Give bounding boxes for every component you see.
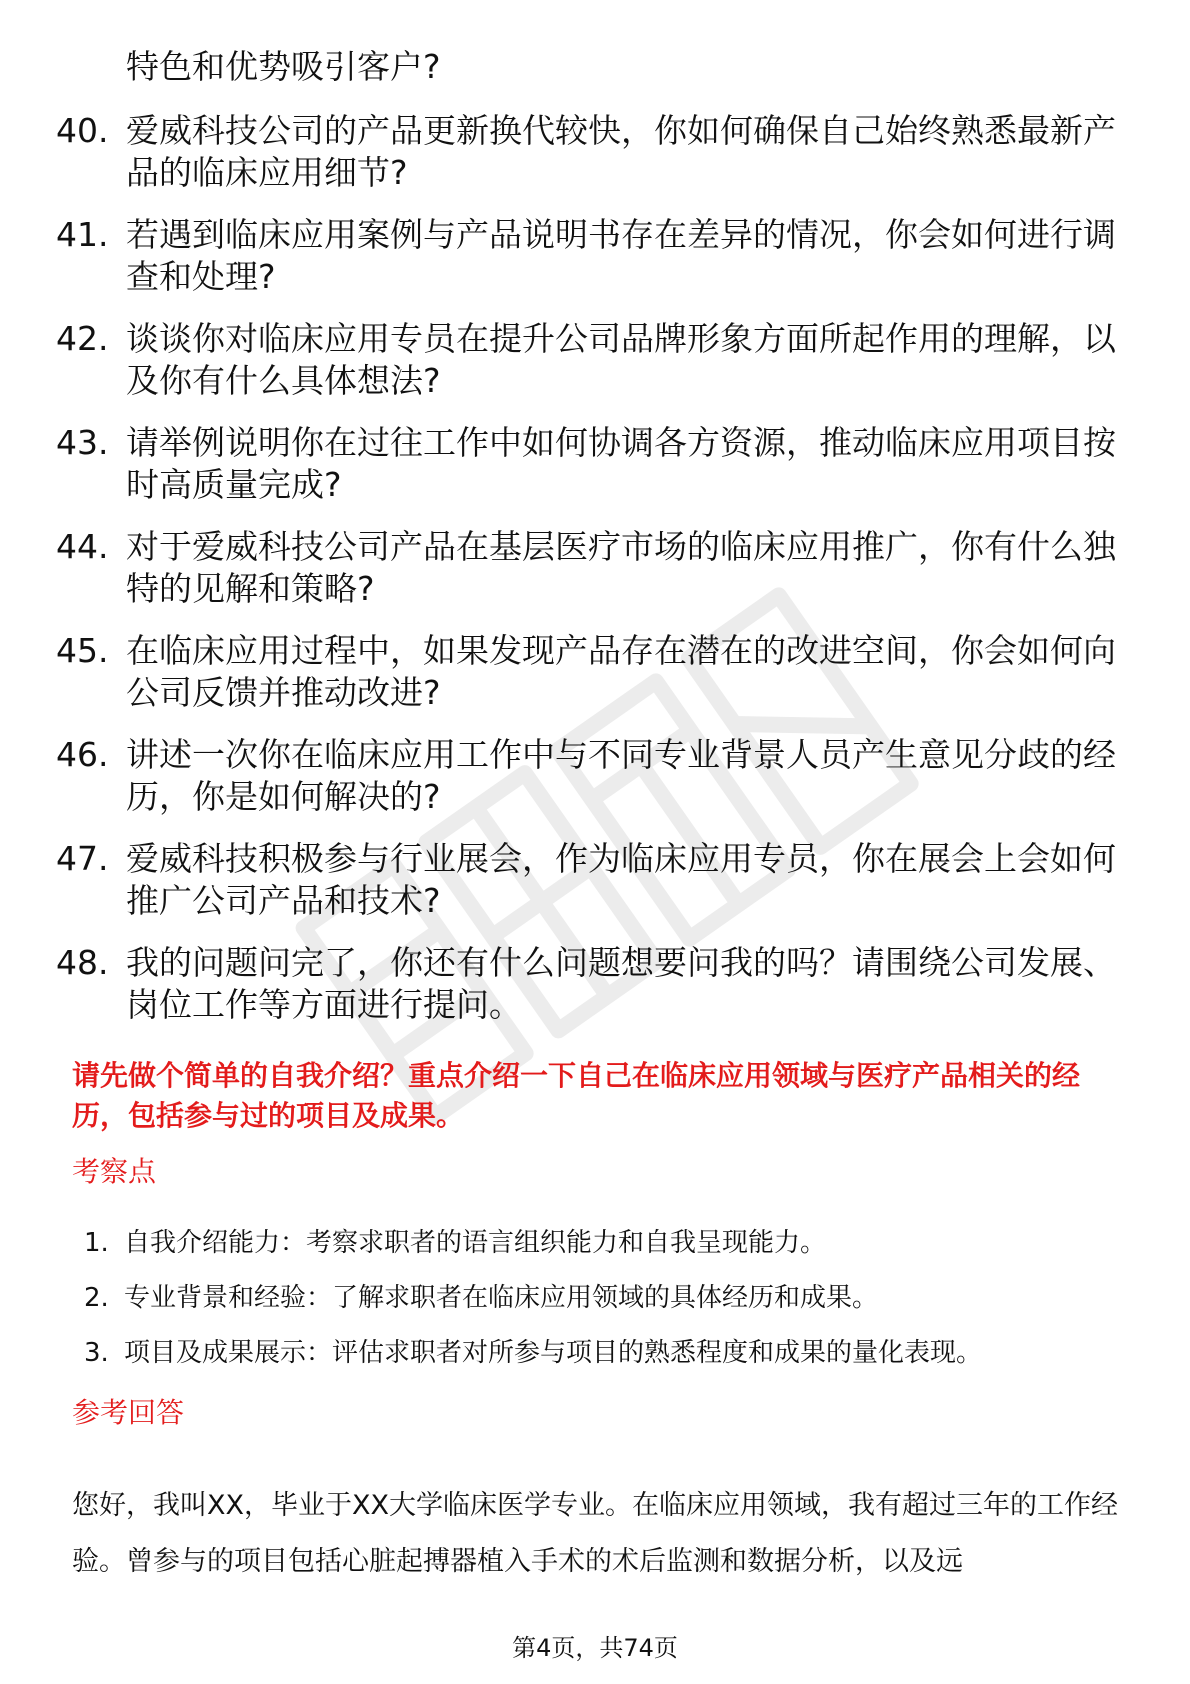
question-number: 47. xyxy=(56,839,109,878)
question-number: 41. xyxy=(56,215,109,254)
point-number: 1. xyxy=(84,1228,109,1258)
point-item xyxy=(84,1280,1124,1316)
question-text: 爱威科技积极参与行业展会，作为临床应用专员，你在展会上会如何推广公司产品和技术? xyxy=(126,839,1116,920)
question-item xyxy=(56,838,1116,922)
question-number: 43. xyxy=(56,423,109,462)
page-footer: 第4页，共74页 xyxy=(512,1634,678,1662)
answer-title: 参考回答 xyxy=(72,1396,185,1429)
point-item xyxy=(84,1225,1124,1261)
question-text: 若遇到临床应用案例与产品说明书存在差异的情况，你会如何进行调查和处理? xyxy=(126,215,1116,296)
question-text: 特色和优势吸引客户? xyxy=(126,47,441,86)
points-title: 考察点 xyxy=(72,1155,157,1188)
question-text: 爱威科技公司的产品更新换代较快，你如何确保自己始终熟悉最新产品的临床应用细节? xyxy=(126,111,1116,192)
question-text: 讲述一次你在临床应用工作中与不同专业背景人员产生意见分歧的经历，你是如何解决的? xyxy=(126,735,1116,816)
question-item xyxy=(56,734,1116,818)
question-item xyxy=(56,422,1116,506)
question-item xyxy=(56,318,1116,402)
point-text: 专业背景和经验：了解求职者在临床应用领域的具体经历和成果。 xyxy=(124,1283,879,1313)
question-item xyxy=(56,46,1116,88)
question-number: 40. xyxy=(56,111,109,150)
question-number: 45. xyxy=(56,631,109,670)
question-text: 我的问题问完了，你还有什么问题想要问我的吗？请围绕公司发展、岗位工作等方面进行提问。 xyxy=(126,943,1116,1024)
question-item xyxy=(56,630,1116,714)
question-number: 44. xyxy=(56,527,109,566)
point-text: 自我介绍能力：考察求职者的语言组织能力和自我呈现能力。 xyxy=(124,1228,827,1258)
question-text: 在临床应用过程中，如果发现产品存在潜在的改进空间，你会如何向公司反馈并推动改进? xyxy=(126,631,1116,712)
question-text: 请举例说明你在过往工作中如何协调各方资源，推动临床应用项目按时高质量完成? xyxy=(126,423,1116,504)
points-list xyxy=(84,1225,1124,1390)
question-item xyxy=(56,942,1116,1026)
question-number: 48. xyxy=(56,943,109,982)
point-item xyxy=(84,1335,1124,1371)
point-text: 项目及成果展示：评估求职者对所参与项目的熟悉程度和成果的量化表现。 xyxy=(124,1338,983,1368)
question-number: 46. xyxy=(56,735,109,774)
question-list xyxy=(56,46,1116,1046)
question-item xyxy=(56,110,1116,194)
question-number: 42. xyxy=(56,319,109,358)
question-text: 谈谈你对临床应用专员在提升公司品牌形象方面所起作用的理解，以及你有什么具体想法? xyxy=(126,319,1116,400)
question-text: 对于爱威科技公司产品在基层医疗市场的临床应用推广，你有什么独特的见解和策略? xyxy=(126,527,1116,608)
point-number: 2. xyxy=(84,1283,109,1313)
answer-text: 您好，我叫XX，毕业于XX大学临床医学专业。在临床应用领域，我有超过三年的工作经验。曾参与的项目包括心脏起搏器植入手术的术后监测和数据分析，以及远 xyxy=(72,1490,1118,1577)
question-item xyxy=(56,214,1116,298)
point-number: 3. xyxy=(84,1338,109,1368)
question-item xyxy=(56,526,1116,610)
highlight-question: 请先做个简单的自我介绍？重点介绍一下自己在临床应用领域与医疗产品相关的经历，包括参与过的项目及成果。 xyxy=(72,1059,1081,1132)
